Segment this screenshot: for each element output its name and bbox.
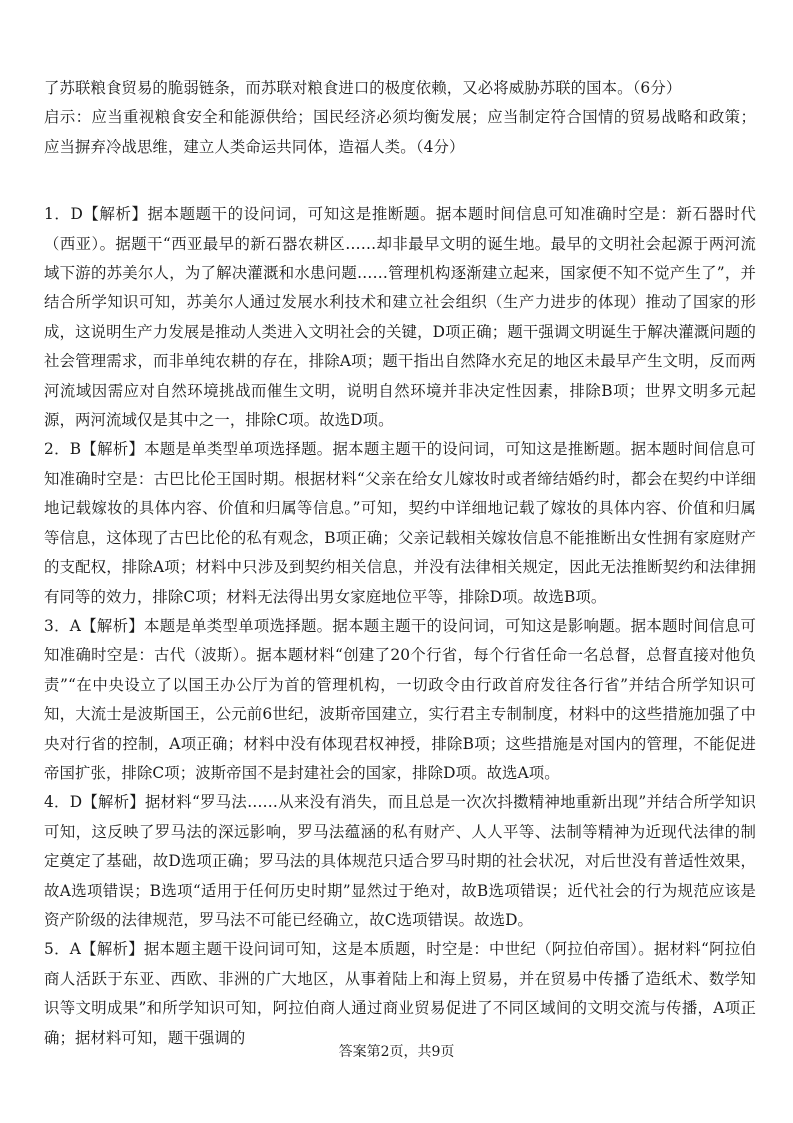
answer-item-2: 2．B【解析】本题是单类型单项选择题。据本题主题干的设问词，可知这是推断题。据本题时间信息可知准确时空是：古巴比伦王国时期。根据材料“父亲在给女儿嫁妆时或者缔结婚约时，都会在契约中详细地记载嫁妆的具体内容、价值和归属等信息。”可知，契约中详细地记载了嫁妆的具体内容、价值和归属等信息，这体现了古巴比伦的私有观念，B项正确；父亲记载相关嫁妆信息不能推断出女性拥有家庭财产的支配权，排除A项；材料中只涉及到契约相关信息，并没有法律相关规定，因此无法推断契约和法律拥有同等的效力，排除C项；材料无法得出男女家庭地位平等，排除D项。故选B项。: [44, 440, 756, 606]
intro-line-2: 启示：应当重视粮食安全和能源供给；国民经济必须均衡发展；应当制定符合国情的贸易战略和政策；应当摒弃冷战思维，建立人类命运共同体，造福人类。（4分）: [44, 108, 756, 156]
answer-item-3: 3．A【解析】本题是单类型单项选择题。据本题主题干的设问词，可知这是影响题。据本题时间信息可知准确时空是：古代（波斯）。据本题材料“创建了20个行省，每个行省任命一名总督，总督直接对他负责”“在中央设立了以国王办公厅为首的管理机构，一切政令由行政首府发往各行省”并结合所学知识可知，大流士是波斯国王，公元前6世纪，波斯帝国建立，实行君主专制制度，材料中的这些措施加强了中央对行省的控制，A项正确；材料中没有体现君权神授，排除B项；这些措施是对国内的管理，不能促进帝国扩张，排除C项；波斯帝国不是封建社会的国家，排除D项。故选A项。: [44, 616, 756, 782]
answer-item-4: 4．D【解析】据材料“罗马法……从来没有消失，而且总是一次次抖擞精神地重新出现”并结合所学知识可知，这反映了罗马法的深远影响，罗马法蕴涵的私有财产、人人平等、法制等精神为近现代法律的制定奠定了基础，故D选项正确；罗马法的具体规范只适合罗马时期的社会状况，对后世没有普适性效果，故A选项错误；B选项“适用于任何历史时期”显然过于绝对，故B选项错误；近代社会的行为规范应该是资产阶级的法律规范，罗马法不可能已经确立，故C选项错误。故选D。: [44, 793, 756, 929]
section-gap: [44, 162, 756, 200]
page-footer: 答案第2页，共9页: [338, 1044, 455, 1060]
answer-page-body: [44, 74, 756, 1053]
intro-line-1: 了苏联粮食贸易的脆弱链条，而苏联对粮食进口的极度依赖，又必将威胁苏联的国本。（6分）: [44, 79, 682, 97]
answer-item-5: 5．A【解析】据本题主题干设问词可知，这是本质题，时空是：中世纪（阿拉伯帝国）。据材料“阿拉伯商人活跃于东亚、西欧、非洲的广大地区，从事着陆上和海上贸易，并在贸易中传播了造纸术、数学知识等文明成果”和所学知识可知，阿拉伯商人通过商业贸易促进了不同区域间的文明交流与传播，A项正确；据材料可知，题干强调的: [44, 940, 756, 1047]
answer-item-1: 1．D【解析】据本题题干的设问词，可知这是推断题。据本题时间信息可知准确时空是：新石器时代（西亚）。据题干“西亚最早的新石器农耕区……却非最早文明的诞生地。最早的文明社会起源于两河流域下游的苏美尔人，为了解决灌溉和水患问题……管理机构逐渐建立起来，国家便不知不觉产生了”，并结合所学知识可知，苏美尔人通过发展水利技术和建立社会组织（生产力进步的体现）推动了国家的形成，这说明生产力发展是推动人类进入文明社会的关键，D项正确；题干强调文明诞生于解决灌溉问题的社会管理需求，而非单纯农耕的存在，排除A项；题干指出自然降水充足的地区未最早产生文明，反而两河流域因需应对自然环境挑战而催生文明，说明自然环境并非决定性因素，排除B项；世界文明多元起源，两河流域仅是其中之一，排除C项。故选D项。: [44, 205, 756, 430]
